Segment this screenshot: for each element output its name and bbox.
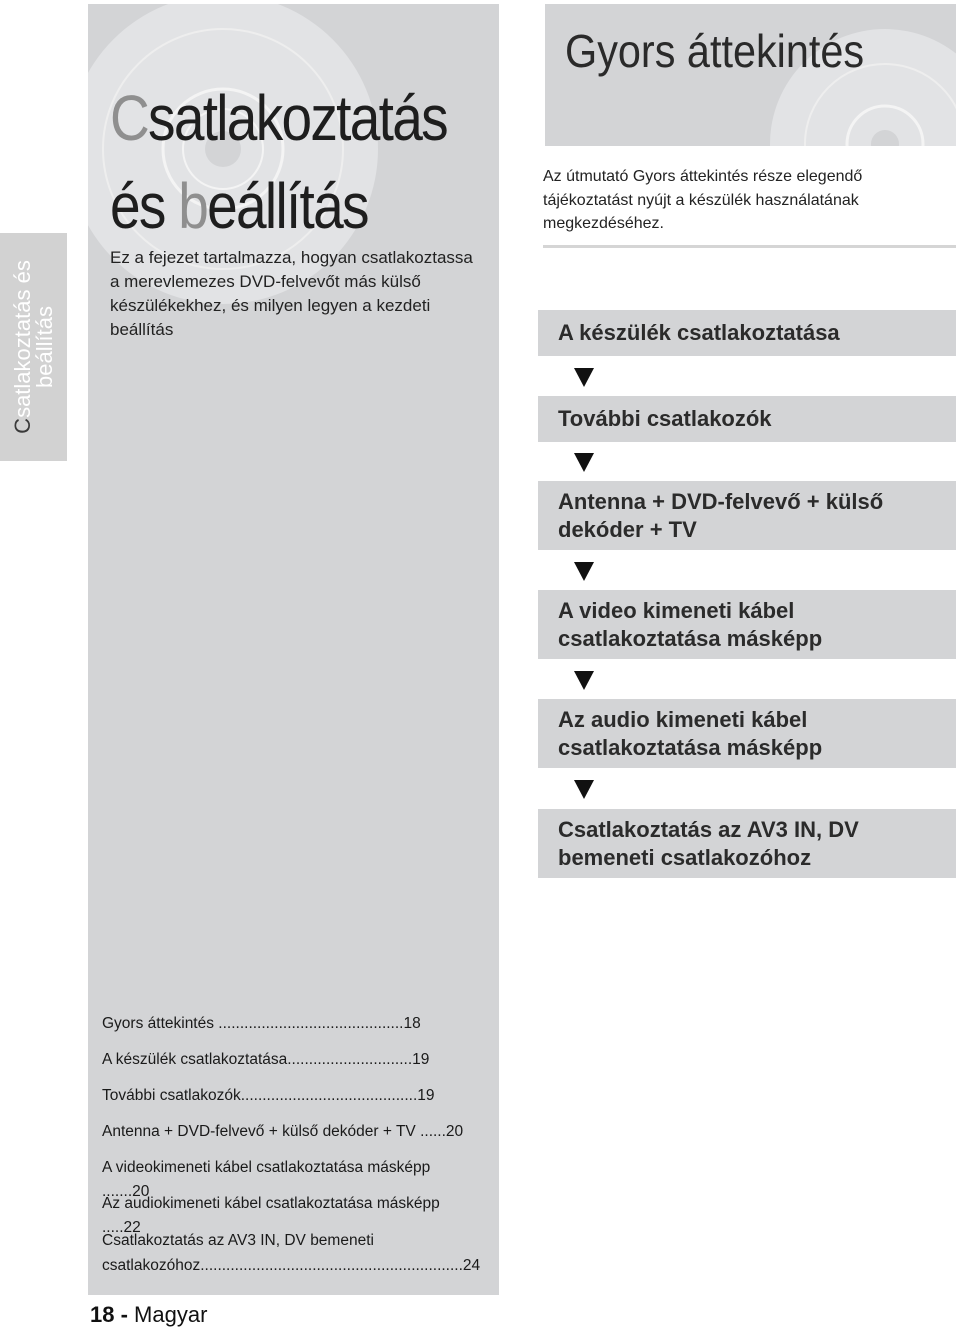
flow-step-video-output-cable[interactable]: A video kimeneti kábel csatlakoztatása másképp — [538, 590, 956, 659]
side-tab-initial: C — [9, 417, 35, 434]
toc-item[interactable]: További csatlakozók.........................................19 — [102, 1087, 435, 1104]
section-intro: Az útmutató Gyors áttekintés része elegendő tájékoztatást nyújt a készülék használatának megkezdéséhez. — [543, 168, 863, 232]
side-chapter-tab — [0, 233, 67, 461]
toc-item[interactable]: Az audiokimeneti kábel csatlakoztatása másképp .....22 — [102, 1195, 440, 1236]
chapter-description: Ez a fejezet tartalmazza, hogyan csatlakoztassa a merevlemezes DVD-felvevőt más külső készülékekhez, és milyen legyen a kezdeti beállítás — [110, 248, 473, 339]
flow-step-av3-dv-input[interactable]: Csatlakoztatás az AV3 IN, DV bemeneti csatlakozóhoz — [538, 809, 956, 878]
down-arrow-icon — [574, 671, 594, 690]
down-arrow-icon — [574, 780, 594, 799]
page-footer — [90, 1302, 207, 1328]
toc-item[interactable]: Gyors áttekintés ...........................................18 — [102, 1015, 421, 1032]
toc-item[interactable]: A készülék csatlakoztatása.............................19 — [102, 1051, 430, 1068]
chapter-title-line2-c: eállítás — [207, 170, 368, 242]
flow-step-audio-output-cable[interactable]: Az audio kimeneti kábel csatlakoztatása másképp — [538, 699, 956, 768]
divider — [543, 245, 956, 248]
flow-step-connect-device[interactable]: A készülék csatlakoztatása — [538, 310, 956, 356]
chapter-title-line1: satlakoztatás — [148, 82, 447, 154]
down-arrow-icon — [574, 368, 594, 387]
side-tab-label — [9, 260, 57, 434]
side-tab-line2: beállítás — [31, 306, 57, 388]
toc-item[interactable]: Antenna + DVD-felvevő + külső dekóder + TV ......20 — [102, 1123, 464, 1140]
page-language: Magyar — [134, 1302, 208, 1327]
side-tab-line1: satlakoztatás és — [9, 260, 35, 418]
chapter-title-line2-b: b — [178, 170, 208, 242]
toc-item[interactable]: A videokimeneti kábel csatlakoztatása másképp .......20 — [102, 1159, 431, 1200]
down-arrow-icon — [574, 453, 594, 472]
chapter-title-line2-a: és — [110, 170, 179, 242]
flow-step-antenna-dvd-decoder-tv[interactable]: Antenna + DVD-felvevő + külső dekóder + TV — [538, 481, 956, 550]
flow-step-additional-connectors[interactable]: További csatlakozók — [538, 396, 956, 442]
chapter-title-initial: C — [110, 82, 149, 154]
section-header — [545, 4, 956, 146]
chapter-title — [110, 74, 445, 250]
chapter-panel — [88, 4, 499, 1295]
page-number: 18 - — [90, 1302, 128, 1327]
section-title: Gyors áttekintés — [565, 25, 865, 77]
toc-item[interactable]: Csatlakoztatás az AV3 IN, DV bemeneti csatlakozóhoz.............................................................24 — [102, 1232, 481, 1274]
table-of-contents — [102, 1012, 480, 1278]
down-arrow-icon — [574, 562, 594, 581]
